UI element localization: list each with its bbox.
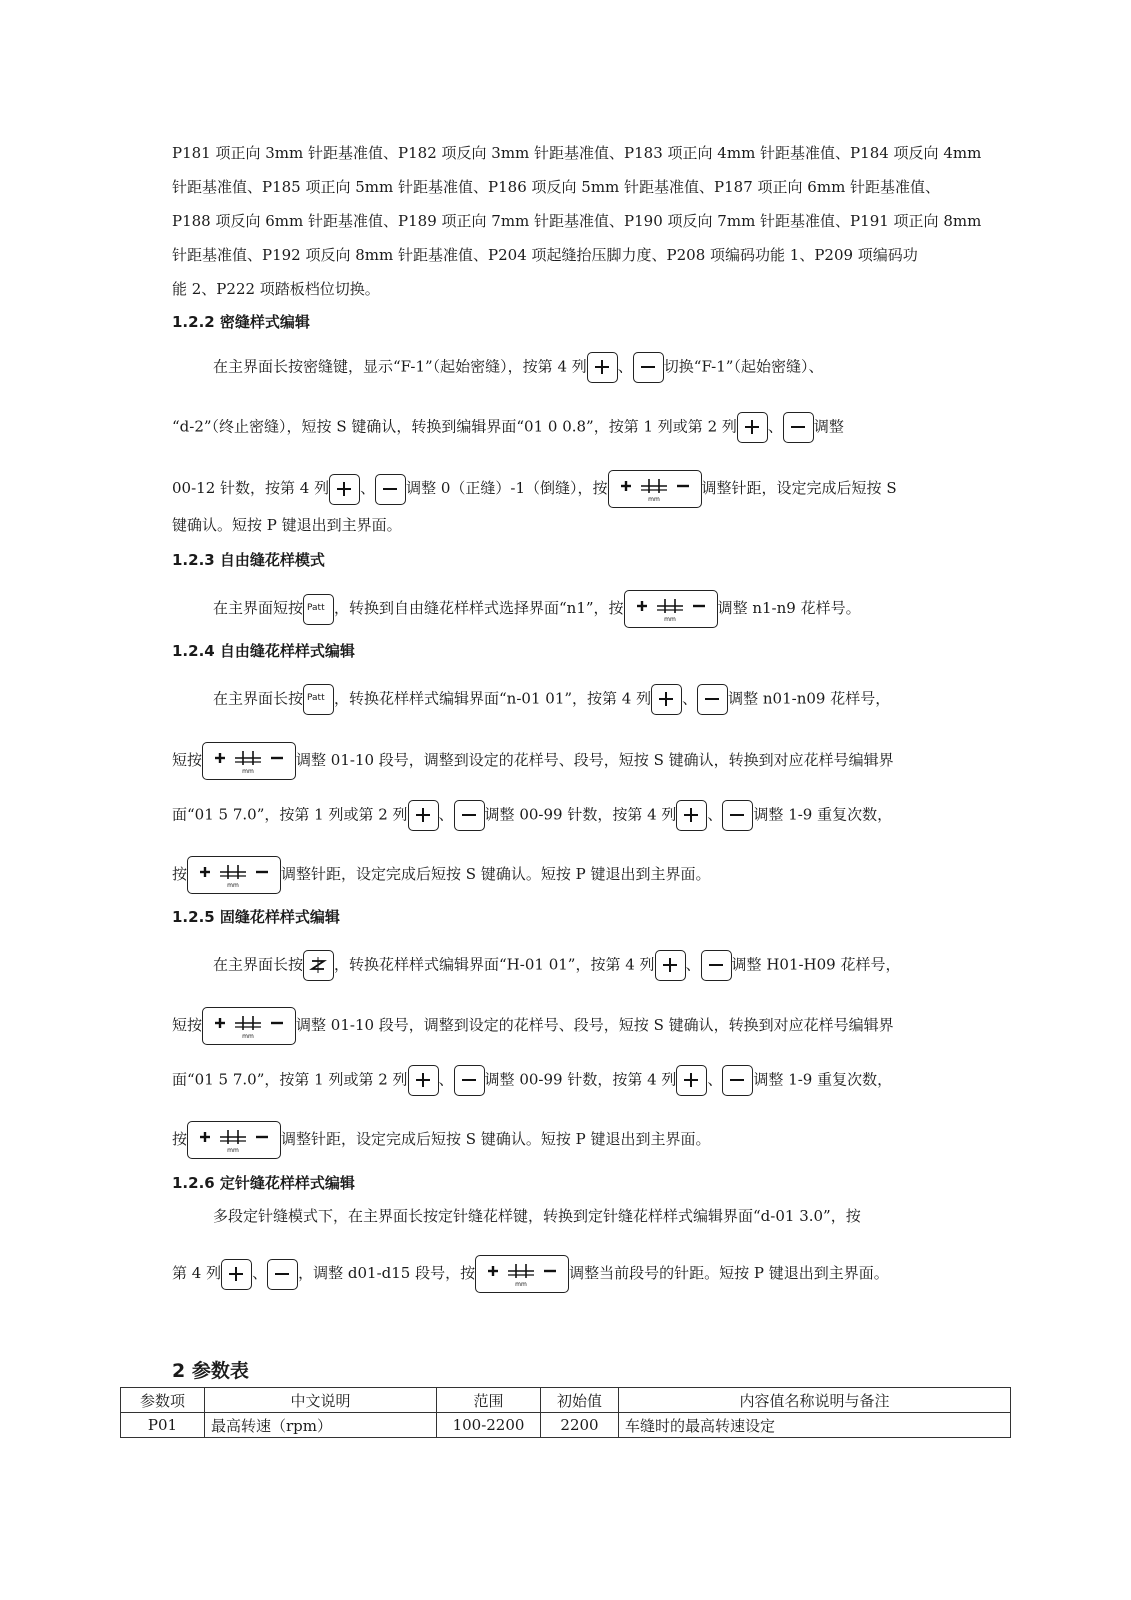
text-span: 、 (707, 805, 723, 824)
text-span: 调整 01-10 段号，调整到设定的花样号、段号，短按 S 键确认，转换到对应花样号编辑界 (296, 1016, 894, 1034)
plus-key-icon (676, 800, 707, 831)
text-span: 调整 n1-n9 花样号。 (717, 599, 861, 617)
text-span: ，转换到自由缝花样样式选择界面“n1”，按 (334, 599, 624, 617)
stitch-length-key-icon (202, 1007, 296, 1045)
s126-line-2 (172, 1255, 889, 1293)
s125-line-2 (172, 1007, 894, 1045)
text-span: 、 (682, 689, 698, 708)
text-span: 、 (707, 1070, 723, 1089)
column-header: 初始值 (541, 1388, 619, 1413)
text-span: 调整针距，设定完成后短按 S 键确认。短按 P 键退出到主界面。 (281, 865, 711, 883)
minus-key-icon (697, 684, 728, 715)
stitch-length-key-icon (202, 742, 296, 780)
table-cell: 100-2200 (437, 1413, 541, 1438)
s122-line-1 (213, 352, 823, 383)
plus-key-icon (221, 1259, 252, 1290)
s124-line-3 (172, 800, 892, 831)
text-span: 调整 0（正缝）-1（倒缝），按 (406, 479, 608, 497)
minus-key-icon (722, 1065, 753, 1096)
column-header: 参数项 (121, 1388, 205, 1413)
text-span: 调整 (813, 417, 844, 436)
stitch-length-key-icon (475, 1255, 569, 1293)
table-header-row (121, 1388, 1011, 1413)
text-span: 切换“F-1”（起始密缝）、 (663, 357, 824, 376)
patt-key-icon: Patt (303, 594, 334, 625)
intro-line: P181 项正向 3mm 针距基准值、P182 项反向 3mm 针距基准值、P183 项正向 4mm 针距基准值、P184 项反向 4mm (172, 144, 982, 162)
intro-line: 针距基准值、P192 项反向 8mm 针距基准值、P204 项起缝抬压脚力度、P208 项编码功能 1、P209 项编码功 (172, 246, 918, 264)
column-header: 中文说明 (205, 1388, 437, 1413)
patt-key-icon: Patt (303, 684, 334, 715)
text-span: 00-12 针数，按第 4 列 (172, 479, 330, 497)
plus-key-icon (587, 352, 618, 383)
minus-key-icon (633, 352, 664, 383)
text-span: 调整 01-10 段号，调整到设定的花样号、段号，短按 S 键确认，转换到对应花样号编辑界 (296, 751, 894, 769)
text-span: 按 (172, 865, 188, 883)
s125-line-3 (172, 1065, 892, 1096)
text-span: ，转换花样样式编辑界面“n-01 01”，按第 4 列 (334, 689, 652, 708)
text-span: 短按 (172, 751, 203, 769)
table-cell: 最高转速（rpm） (205, 1413, 437, 1438)
svg-text:mm: mm (242, 768, 254, 775)
svg-text:mm: mm (227, 882, 239, 889)
plus-key-icon (651, 684, 682, 715)
text-span: 第 4 列 (172, 1264, 222, 1282)
minus-key-icon (267, 1259, 298, 1290)
text-span: 、 (360, 479, 376, 497)
svg-text:mm: mm (242, 1033, 254, 1040)
section-heading-2: 2 参数表 (172, 1360, 249, 1382)
plus-key-icon (329, 474, 360, 505)
svg-text:mm: mm (663, 616, 676, 623)
plus-key-icon (676, 1065, 707, 1096)
s124-line-1 (213, 684, 890, 715)
text-span: 、 (438, 805, 454, 824)
text-span: 调整 00-99 针数，按第 4 列 (484, 1070, 677, 1089)
text-span: 调整 00-99 针数，按第 4 列 (484, 805, 677, 824)
text-span: 调整 1-9 重复次数， (753, 805, 893, 824)
intro-line: P188 项反向 6mm 针距基准值、P189 项正向 7mm 针距基准值、P190 项反向 7mm 针距基准值、P191 项正向 8mm (172, 212, 982, 230)
s122-line-4: 键确认。短按 P 键退出到主界面。 (172, 516, 402, 534)
table-row (121, 1413, 1011, 1438)
text-span: 在主界面长按 (213, 689, 304, 708)
column-header: 范围 (437, 1388, 541, 1413)
s125-line-1 (213, 950, 901, 981)
minus-key-icon (783, 412, 814, 443)
text-span: 调整当前段号的针距。短按 P 键退出到主界面。 (569, 1264, 889, 1282)
svg-text:mm: mm (515, 1281, 527, 1288)
section-heading-1-2-2: 1.2.2 密缝样式编辑 (172, 313, 310, 331)
plus-key-icon (408, 800, 439, 831)
intro-line: 针距基准值、P185 项正向 5mm 针距基准值、P186 项反向 5mm 针距基准值、P187 项正向 6mm 针距基准值、 (172, 178, 941, 196)
s125-line-4 (172, 1121, 710, 1159)
svg-text:mm: mm (227, 1147, 239, 1154)
section-heading-1-2-3: 1.2.3 自由缝花样模式 (172, 551, 325, 569)
text-span: 、 (438, 1070, 454, 1089)
svg-text:mm: mm (647, 496, 660, 503)
text-span: 按 (172, 1130, 188, 1148)
text-span: 调整 1-9 重复次数， (753, 1070, 893, 1089)
section-heading-1-2-4: 1.2.4 自由缝花样样式编辑 (172, 642, 355, 660)
plus-key-icon (737, 412, 768, 443)
text-span: 调整 H01-H09 花样号， (731, 955, 901, 974)
section-heading-1-2-5: 1.2.5 固缝花样样式编辑 (172, 908, 340, 926)
text-span: 调整针距，设定完成后短按 S (701, 479, 897, 497)
minus-key-icon (454, 800, 485, 831)
stitch-length-key-icon (187, 1121, 281, 1159)
text-span: ，调整 d01-d15 段号，按 (298, 1264, 476, 1282)
text-span: 面“01 5 7.0”，按第 1 列或第 2 列 (172, 1070, 408, 1089)
stitch-length-key-icon (608, 470, 702, 508)
stitch-length-key-icon (187, 856, 281, 894)
text-span: 短按 (172, 1016, 203, 1034)
text-span: 在主界面长按 (213, 955, 304, 974)
text-span: 面“01 5 7.0”，按第 1 列或第 2 列 (172, 805, 408, 824)
s124-line-2 (172, 742, 894, 780)
minus-key-icon (375, 474, 406, 505)
text-span: 、 (767, 417, 783, 436)
section-heading-1-2-6: 1.2.6 定针缝花样样式编辑 (172, 1174, 355, 1192)
bartack-key-icon (303, 950, 334, 981)
text-span: 调整针距，设定完成后短按 S 键确认。短按 P 键退出到主界面。 (281, 1130, 711, 1148)
text-span: 在主界面短按 (213, 599, 304, 617)
table-cell: 车缝时的最高转速设定 (619, 1413, 1011, 1438)
text-span: “d-2”（终止密缝），短按 S 键确认，转换到编辑界面“01 0 0.8”，按第 1 列或第 2 列 (172, 417, 737, 436)
text-span: 调整 n01-n09 花样号， (728, 689, 891, 708)
intro-line: 能 2、P222 项踏板档位切换。 (172, 280, 380, 298)
column-header: 内容值名称说明与备注 (619, 1388, 1011, 1413)
text-span: 、 (617, 357, 633, 376)
text-span: 在主界面长按密缝键，显示“F-1”（起始密缝），按第 4 列 (213, 357, 587, 376)
minus-key-icon (454, 1065, 485, 1096)
text-span: 、 (685, 955, 701, 974)
s123-line-1 (213, 590, 861, 628)
s122-line-2 (172, 412, 844, 443)
s126-line-1: 多段定针缝模式下，在主界面长按定针缝花样键，转换到定针缝花样样式编辑界面“d-01 3.0”，按 (213, 1207, 861, 1225)
text-span: 、 (252, 1264, 268, 1282)
plus-key-icon (655, 950, 686, 981)
minus-key-icon (722, 800, 753, 831)
s122-line-3 (172, 470, 897, 508)
stitch-length-key-icon (624, 590, 718, 628)
parameter-table (120, 1387, 1011, 1438)
minus-key-icon (701, 950, 732, 981)
plus-key-icon (408, 1065, 439, 1096)
table-cell: 2200 (541, 1413, 619, 1438)
s124-line-4 (172, 856, 710, 894)
table-cell: P01 (121, 1413, 205, 1438)
text-span: ，转换花样样式编辑界面“H-01 01”，按第 4 列 (334, 955, 655, 974)
